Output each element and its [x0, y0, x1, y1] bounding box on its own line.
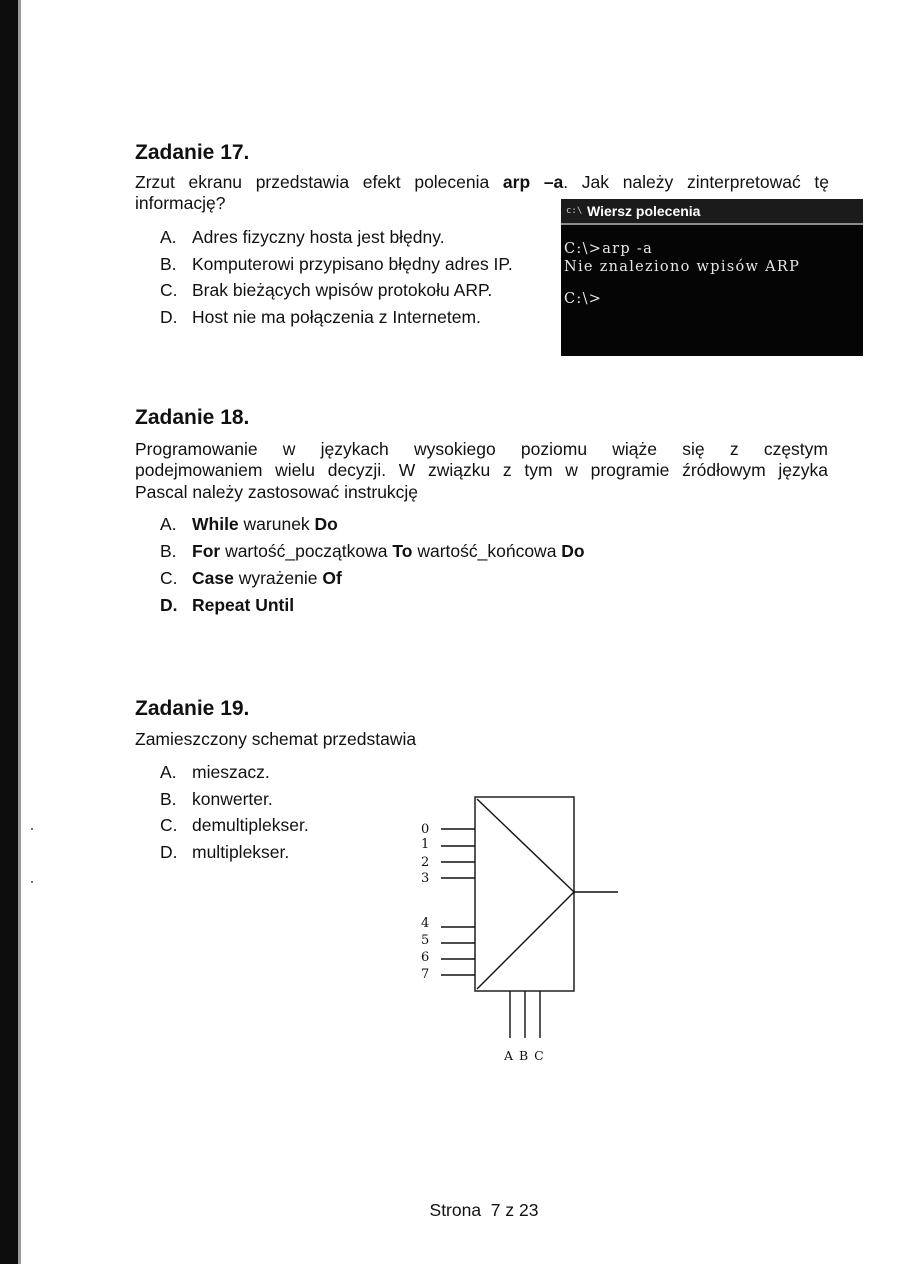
task-17-option-b[interactable]: B. Komputerowi przypisano błędny adres IP.	[160, 254, 513, 274]
input-label-5: 5	[421, 933, 430, 948]
task-17-option-d[interactable]: D. Host nie ma połączenia z Internetem.	[160, 307, 481, 327]
console-icon: c:\	[566, 206, 583, 216]
scan-speck	[31, 881, 33, 883]
task-19-option-c[interactable]: C. demultiplekser.	[160, 815, 309, 835]
task-19-option-a[interactable]: A. mieszacz.	[160, 762, 270, 782]
input-label-2: 2	[421, 855, 430, 870]
input-label-3: 3	[421, 871, 430, 886]
input-label-0: 0	[421, 822, 430, 837]
task-18-option-a[interactable]: A. While warunek Do	[160, 514, 338, 534]
command-prompt-title: Wiersz polecenia	[587, 203, 701, 219]
command-prompt-screenshot	[561, 199, 863, 356]
input-label-6: 6	[421, 950, 430, 965]
console-line-output: Nie znaleziono wpisów ARP	[564, 259, 801, 275]
scan-left-border	[0, 0, 18, 1264]
triangle-upper-edge	[477, 799, 574, 892]
task-17-question-line1: Zrzut ekranu przedstawia efekt polecenia arp –a. Jak należy zinterpretować tę	[135, 172, 829, 192]
input-label-1: 1	[421, 837, 430, 852]
input-label-7: 7	[421, 967, 430, 982]
task-18-option-b[interactable]: B. For wartość_początkowa To wartość_końcowa Do	[160, 541, 585, 561]
task-18-heading: Zadanie 18.	[135, 406, 250, 429]
block-outline	[475, 797, 574, 991]
scan-speck	[31, 828, 33, 830]
input-label-4: 4	[421, 916, 430, 931]
task-19-heading: Zadanie 19.	[135, 697, 250, 720]
task-17-heading: Zadanie 17.	[135, 141, 250, 164]
select-labels: A B C	[504, 1048, 545, 1063]
page-footer: Strona 7 z 23	[429, 1200, 539, 1220]
triangle-lower-edge	[477, 892, 574, 989]
console-line-prompt: C:\>	[564, 291, 603, 307]
command-name: arp –a	[502, 172, 564, 192]
task-19-option-b[interactable]: B. konwerter.	[160, 789, 273, 809]
task-18-question-line3: Pascal należy zastosować instrukcję	[135, 482, 419, 502]
task-18-question-line2: podejmowaniem wielu decyzji. W związku z tym w programie źródłowym języka	[135, 460, 828, 480]
task-19-question: Zamieszczony schemat przedstawia	[135, 729, 417, 749]
task-18-option-d[interactable]: D. Repeat Until	[160, 595, 295, 615]
task-17-option-c[interactable]: C. Brak bieżących wpisów protokołu ARP.	[160, 280, 493, 300]
scan-border-edge	[18, 0, 21, 1264]
task-18-option-c[interactable]: C. Case wyrażenie Of	[160, 568, 342, 588]
task-17-option-a[interactable]: A. Adres fizyczny hosta jest błędny.	[160, 227, 445, 247]
multiplexer-schematic	[400, 780, 640, 1070]
task-17-question-line2: informację?	[135, 193, 226, 213]
console-line-command: C:\>arp -a	[564, 241, 654, 257]
task-19-option-d[interactable]: D. multiplekser.	[160, 842, 290, 862]
command-prompt-titlebar	[561, 199, 863, 225]
task-18-question-line1: Programowanie w językach wysokiego poziomu wiąże się z częstym	[135, 439, 828, 459]
